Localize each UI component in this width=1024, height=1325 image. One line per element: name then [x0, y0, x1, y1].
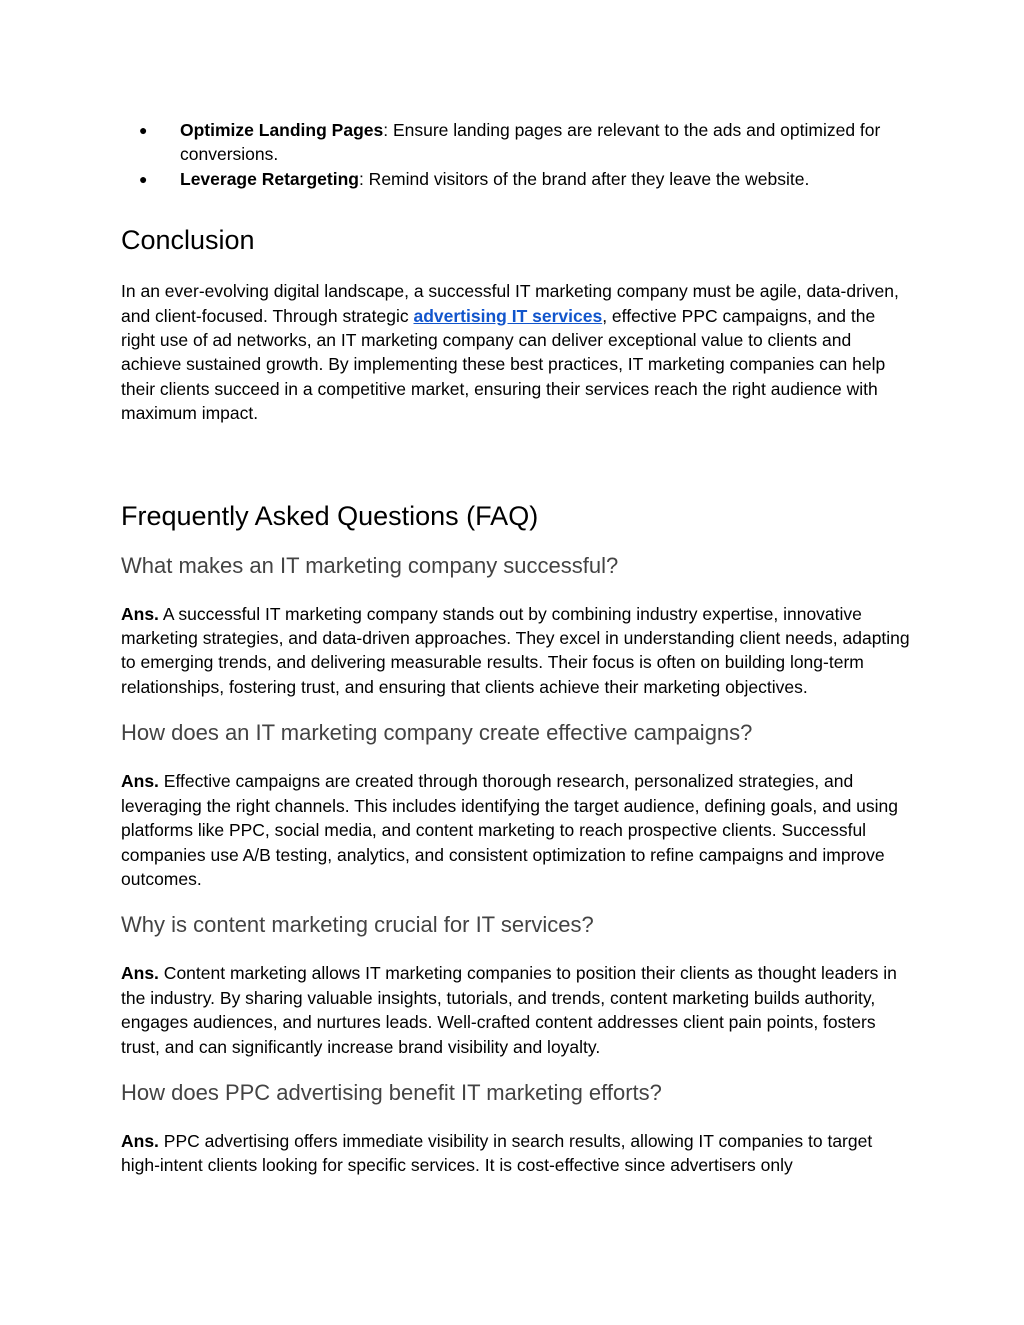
bullet-title: Leverage Retargeting	[180, 168, 359, 189]
advertising-it-services-link[interactable]: advertising IT services	[413, 305, 603, 326]
bullet-title: Optimize Landing Pages	[180, 120, 384, 140]
bullet-text: : Ensure landing pages are relevant to the ads and optimized for conversions.	[180, 120, 881, 165]
faq-answer-text: PPC advertising offers immediate visibility in search results, allowing IT companies to target high-intent clients looking for specific services. It is cost-effective since advertisers only	[121, 1130, 873, 1176]
bullet-item	[121, 167, 911, 191]
faq-answer	[121, 769, 911, 891]
faq-heading: Frequently Asked Questions (FAQ)	[121, 500, 539, 531]
faq-answer	[121, 961, 911, 1059]
faq-answer-text: Effective campaigns are created through thorough research, personalized strategies, and leveraging the right channels. This includes identifying the target audience, defining goals, and using platforms like PPC, social media, and content marketing to reach prospective clients. Successful companies use A/B testing, analytics, and consistent optimization to refine campaigns and improve outcomes.	[121, 771, 898, 889]
bullet-text: : Remind visitors of the brand after they leave the website.	[358, 168, 810, 189]
ans-prefix: Ans.	[121, 771, 159, 792]
bullet-dot-icon: ●	[139, 170, 148, 187]
faq-answer	[121, 1129, 911, 1178]
ans-prefix: Ans.	[121, 1130, 159, 1151]
faq-question: What makes an IT marketing company successful?	[121, 552, 619, 578]
conclusion-text-before: In an ever-evolving digital landscape, a successful IT marketing company must be agile, data-driven, and client-focused. Through strategic	[121, 281, 899, 326]
faq-question: How does an IT marketing company create effective campaigns?	[121, 720, 753, 746]
faq-answer-text: A successful IT marketing company stands out by combining industry expertise, innovative marketing strategies, and data-driven approaches. They excel in understanding client needs, adapting to emerging trends, and delivering measurable results. Their focus is often on building long-term relationships, fostering trust, and ensuring that clients achieve their marketing objectives.	[121, 603, 910, 697]
bullet-item	[121, 118, 911, 167]
bullet-list	[121, 118, 911, 191]
conclusion-paragraph	[121, 279, 911, 425]
document-page	[121, 118, 911, 1178]
faq-answer	[121, 602, 911, 700]
faq-answer-text: Content marketing allows IT marketing companies to position their clients as thought leaders in the industry. By sharing valuable insights, tutorials, and trends, content marketing builds authority, engages audiences, and nurtures leads. Well-crafted content addresses client pain points, fosters trust, and can significantly increase brand visibility and loyalty.	[121, 963, 897, 1057]
bullet-dot-icon: ●	[139, 122, 148, 138]
faq-question: Why is content marketing crucial for IT services?	[121, 912, 594, 938]
faq-question: How does PPC advertising benefit IT marketing efforts?	[121, 1079, 662, 1105]
ans-prefix: Ans.	[121, 963, 159, 984]
conclusion-text-after: , effective PPC campaigns, and the right use of ad networks, an IT marketing company can deliver exceptional value to clients and achieve sustained growth. By implementing these best practices, IT marketing companies can help their clients succeed in a competitive market, ensuring their services reach the right audience with maximum impact.	[121, 305, 886, 424]
conclusion-heading: Conclusion	[121, 225, 255, 256]
ans-prefix: Ans.	[121, 603, 159, 624]
